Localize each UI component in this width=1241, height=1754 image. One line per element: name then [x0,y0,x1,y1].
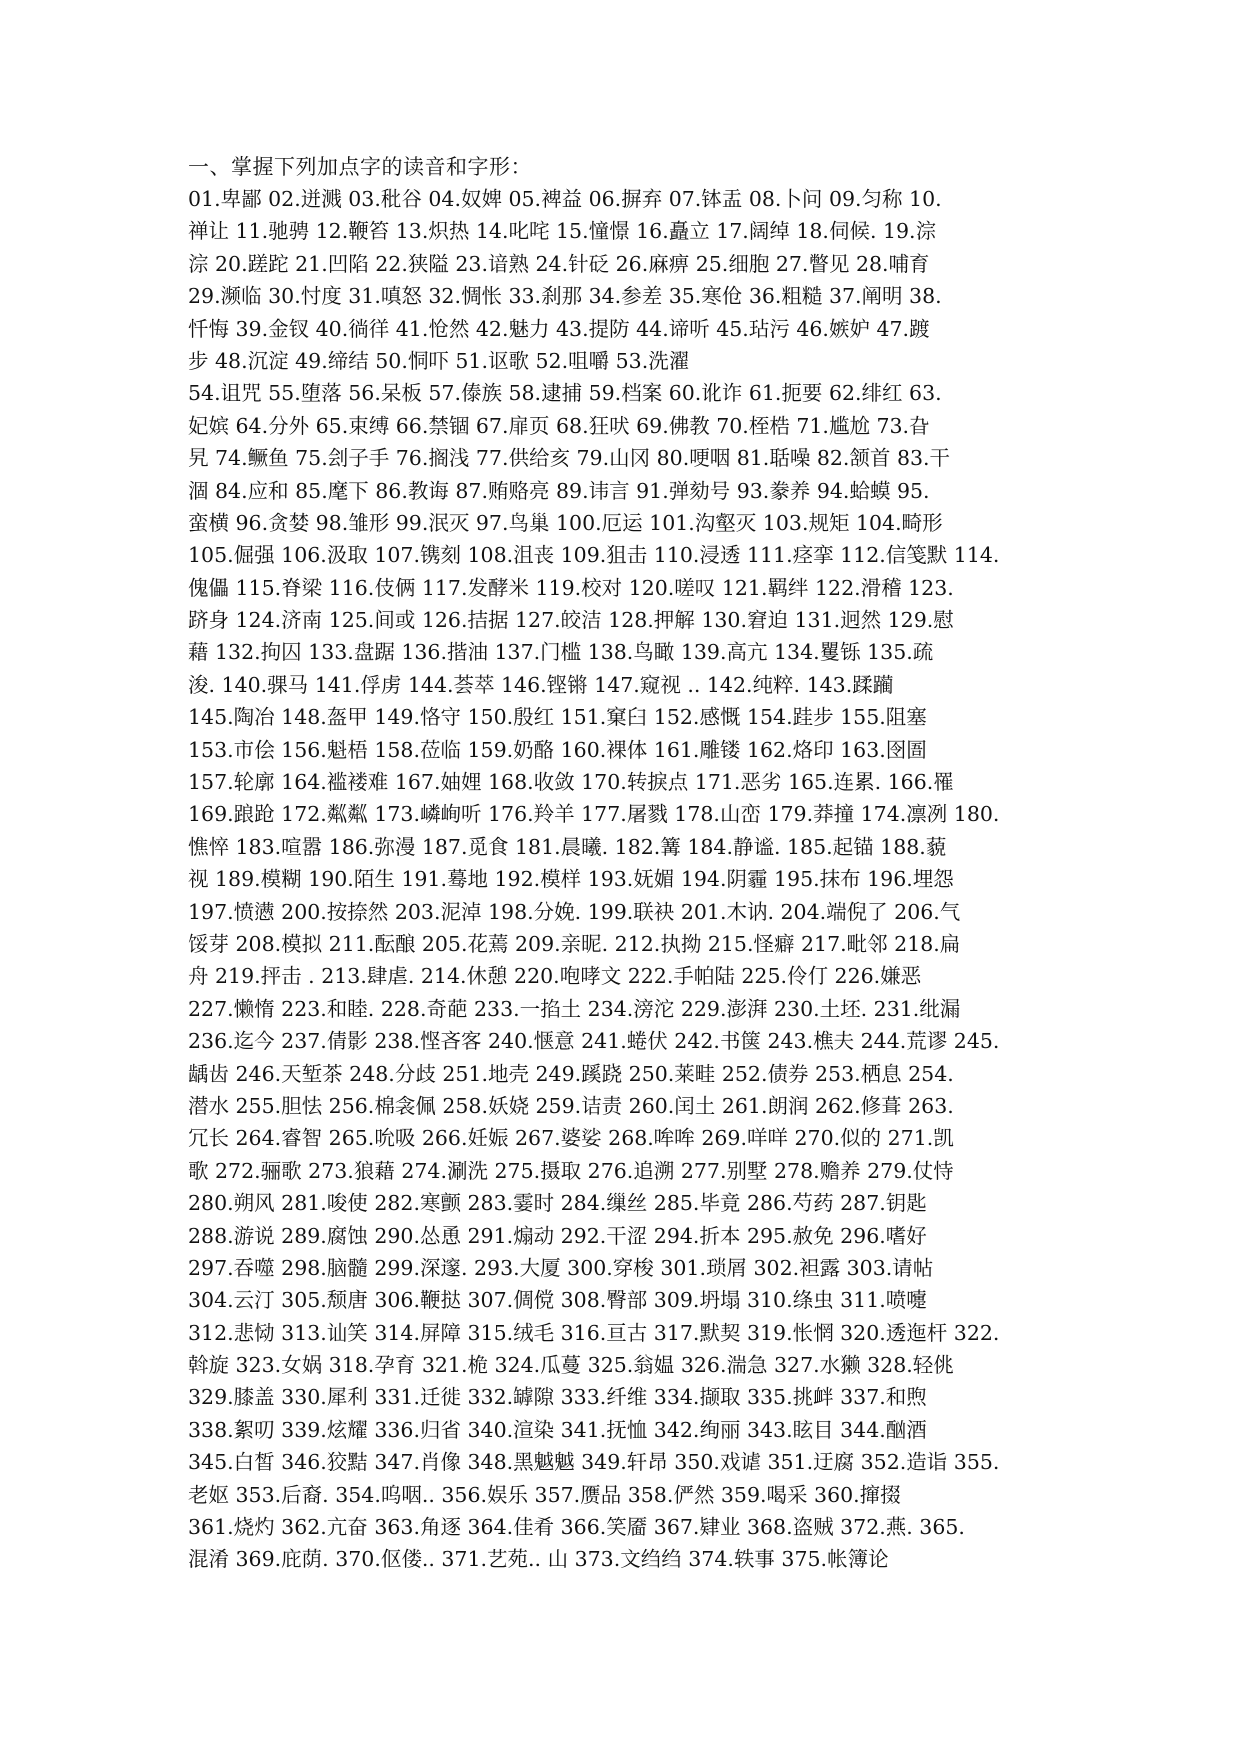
text-line: 145.陶冶 148.盔甲 149.恪守 150.殷红 151.窠臼 152.感慨 154.跬步 155.阻塞 [188,705,927,730]
text-line: 跻身 124.济南 125.间或 126.拮据 127.皎洁 128.押解 130.窘迫 131.迥然 129.慰 [188,608,954,633]
text-line: 禅让 11.驰骋 12.鞭笞 13.炽热 14.叱咤 15.憧憬 16.矗立 17.阔绰 18.伺候. 19.淙 [188,219,937,244]
text-line: 345.白皙 346.狡黠 347.肖像 348.黑魆魆 349.轩昂 350.戏谑 351.迂腐 352.造诣 355. [188,1450,1000,1475]
text-line: 361.烧灼 362.亢奋 363.角逐 364.佳肴 366.笑靥 367.肄业 368.盗贼 372.燕. 365. [188,1515,965,1540]
text-line: 步 48.沉淀 49.缔结 50.恫吓 51.讴歌 52.咀嚼 53.洗濯 [188,348,690,373]
text-line: 浚. 140.骒马 141.俘虏 144.荟萃 146.铿锵 147.窥视 .. 142.纯粹. 143.蹂躏 [188,672,894,697]
text-line: 169.踉跄 172.粼粼 173.嶙峋听 176.羚羊 177.屠戮 178.山峦 179.莽撞 174.凛冽 180. [188,802,1000,827]
text-line: 旯 74.鳜鱼 75.刽子手 76.搁浅 77.供给亥 79.山冈 80.哽咽 81.聒噪 82.颔首 83.干 [188,446,951,471]
text-line: 54.诅咒 55.堕落 56.呆板 57.傣族 58.逮捕 59.档案 60.讹诈 61.扼要 62.绯红 63. [188,381,942,406]
text-line: 忏悔 39.金钗 40.徜徉 41.怆然 42.魅力 43.提防 44.谛听 45.玷污 46.嫉妒 47.踱 [188,316,930,341]
text-line: 329.膝盖 330.犀利 331.迁徙 332.罅隙 333.纤维 334.撷取 335.挑衅 337.和煦 [188,1385,927,1410]
text-line: 潜水 255.胆怯 256.棉衾佩 258.妖娆 259.诘责 260.闰土 261.朗润 262.修葺 263. [188,1093,954,1118]
text-line: 斡旋 323.女娲 318.孕育 321.桅 324.瓜蔓 325.翁媪 326.湍急 327.水獭 328.轻佻 [188,1353,954,1378]
text-line: 冗长 264.睿智 265.吮吸 266.妊娠 267.婆娑 268.哞哞 269.咩咩 270.似的 271.凯 [188,1126,954,1151]
text-line: 227.懒惰 223.和睦. 228.奇葩 233.一掐土 234.滂沱 229.澎湃 230.土坯. 231.纰漏 [188,996,961,1021]
section-heading: 一、掌握下列加点字的读音和字形： [188,155,532,179]
text-line: 280.朔风 281.唆使 282.寒颤 283.霎时 284.缫丝 285.毕竟 286.芍药 287.钥匙 [188,1191,927,1216]
text-line: 236.迄今 237.倩影 238.悭吝客 240.惬意 241.蜷伏 242.书箧 243.樵夫 244.荒谬 245. [188,1029,1000,1054]
text-line: 蛮横 96.贪婪 98.雏形 99.泯灭 97.鸟巢 100.厄运 101.沟壑灭 103.规矩 104.畸形 [188,510,943,535]
text-line: 视 189.模糊 190.陌生 191.蓦地 192.模样 193.妩媚 194.阴霾 195.抹布 196.埋怨 [188,867,954,892]
text-line: 01.卑鄙 02.迸溅 03.秕谷 04.奴婢 05.裨益 06.摒弃 07.钵盂 08.卜问 09.匀称 10. [188,187,942,211]
text-line: 涸 84.应和 85.麾下 86.教诲 87.贿赂亮 89.讳言 91.弹劾号 93.豢养 94.蛤蟆 95. [188,478,930,503]
text-line: 157.轮廓 164.褴褛难 167.妯娌 168.收敛 170.转捩点 171.恶劣 165.连累. 166.罹 [188,770,954,795]
text-line: 288.游说 289.腐蚀 290.怂恿 291.煽动 292.干涩 294.折本 295.赦免 296.嗜好 [188,1223,927,1248]
text-line: 338.絮叨 339.炫耀 336.归省 340.渲染 341.抚恤 342.绚丽 343.眩目 344.酗酒 [188,1417,927,1442]
text-line: 妃嫔 64.分外 65.束缚 66.禁锢 67.扉页 68.狂吠 69.佛教 70.桎梏 71.尴尬 73.旮 [188,413,930,438]
text-line: 29.濒临 30.忖度 31.嗔怒 32.惆怅 33.刹那 34.参差 35.寒伧 36.粗糙 37.阐明 38. [188,284,942,309]
text-line: 105.倔强 106.汲取 107.镌刻 108.沮丧 109.狙击 110.浸透 111.痉挛 112.信笺默 114. [188,543,1000,568]
text-line: 馁芽 208.模拟 211.酝酿 205.花蔫 209.亲昵. 212.执拗 215.怪癖 217.毗邻 218.扁 [188,931,961,956]
text-line: 憔悴 183.喧嚣 186.弥漫 187.觅食 181.晨曦. 182.篝 184.静谧. 185.起锚 188.藐 [188,834,947,859]
text-line: 297.吞噬 298.脑髓 299.深邃. 293.大厦 300.穿梭 301.琐屑 302.袒露 303.请帖 [188,1255,934,1280]
text-line: 混淆 369.庇荫. 370.伛偻.. 371.艺苑.. 山 373.文绉绉 374.轶事 375.帐簿论 [188,1547,889,1572]
text-line: 老妪 353.后裔. 354.呜咽.. 356.娱乐 357.赝品 358.俨然 359.喝采 360.撺掇 [188,1482,901,1507]
text-line: 304.云汀 305.颓唐 306.鞭挞 307.倜傥 308.臀部 309.坍塌 310.绦虫 311.喷嚏 [188,1288,927,1313]
text-line: 312.悲恸 313.讪笑 314.屏障 315.绒毛 316.亘古 317.默契 319.怅惘 320.透迤杆 322. [188,1320,1000,1345]
text-line: 藉 132.拘囚 133.盘踞 136.揩油 137.门槛 138.鸟瞰 139.高亢 134.矍铄 135.疏 [188,640,934,665]
text-line: 歌 272.骊歌 273.狼藉 274.涮洗 275.摄取 276.追溯 277.别墅 278.赡养 279.仗恃 [188,1158,954,1183]
text-line: 197.愤懑 200.按捺然 203.泥淖 198.分娩. 199.联袂 201.木讷. 204.端倪了 206.气 [188,899,961,924]
document-body [188,151,1098,1576]
text-line: 淙 20.蹉跎 21.凹陷 22.狭隘 23.谙熟 24.针砭 26.麻痹 25.细胞 27.瞥见 28.哺育 [188,251,930,276]
text-line: 舟 219.抨击 . 213.肆虐. 214.休憩 220.咆哮文 222.手帕陆 225.伶仃 226.嫌恶 [188,964,922,989]
text-line: 153.市侩 156.魁梧 158.莅临 159.奶酪 160.裸体 161.雕镂 162.烙印 163.囹圄 [188,737,927,762]
text-line: 傀儡 115.脊梁 116.伎俩 117.发酵米 119.校对 120.嗟叹 121.羁绊 122.滑稽 123. [188,575,954,600]
text-line: 龋齿 246.天堑茶 248.分歧 251.地壳 249.蹊跷 250.莱畦 252.债券 253.栖息 254. [188,1061,954,1086]
